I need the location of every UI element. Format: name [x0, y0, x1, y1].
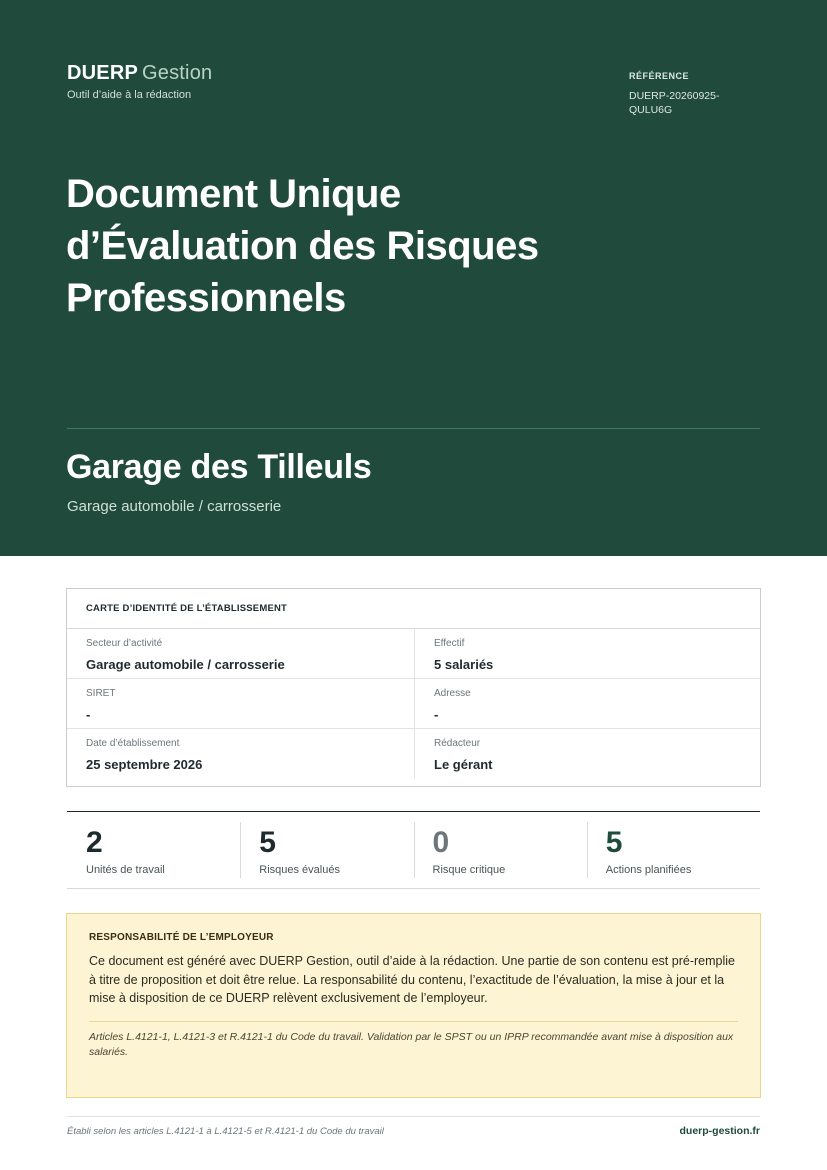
field-label: SIRET [86, 688, 116, 699]
title-line-2: d’Évaluation des Risques [66, 224, 539, 268]
notice-text: Ce document est généré avec DUERP Gestion, outil d’aide à la rédaction. Une partie de son contenu est pré-remplie à titre de proposition et doit être relue. La responsabilité du contenu, l’exactitude de l’évaluation, la mise à jour et la mise à disposition de ce DUERP relèvent exclusivement de l’employeur. [89, 954, 735, 1005]
stat-value: 5 [605, 826, 623, 859]
company-name: Garage des Tilleuls [66, 448, 372, 486]
stat-risks-evaluated [240, 812, 413, 888]
field-siret [67, 679, 414, 729]
field-date [67, 729, 414, 779]
reference-block [629, 70, 760, 117]
field-label: Rédacteur [434, 738, 481, 749]
field-author [414, 729, 760, 779]
footer-website: duerp-gestion.fr [679, 1125, 760, 1137]
brand-name-bold: DUERP [67, 62, 139, 84]
field-label: Secteur d’activité [86, 638, 163, 649]
identity-card-heading: CARTE D’IDENTITÉ DE L’ÉTABLISSEMENT [67, 589, 760, 629]
brand [67, 61, 212, 102]
document-title [66, 168, 706, 324]
stat-value: 5 [259, 826, 276, 859]
field-label: Effectif [434, 638, 465, 649]
identity-card-grid [67, 629, 760, 779]
stat-label: Actions planifiées [605, 864, 692, 876]
title-line-3: Professionnels [66, 276, 346, 320]
stat-label: Unités de travail [86, 864, 165, 876]
field-value: Le gérant [434, 757, 493, 772]
notice-divider [89, 1021, 738, 1022]
field-value: - [86, 707, 91, 722]
field-headcount [414, 629, 760, 679]
field-address [414, 679, 760, 729]
identity-card [66, 588, 761, 787]
field-value: - [434, 707, 439, 722]
footer-legal: Établi selon les articles L.4121-1 à L.4121-5 et R.4121-1 du Code du travail [67, 1126, 384, 1137]
summary-stats [67, 812, 760, 889]
notice-title: RESPONSABILITÉ DE L’EMPLOYEUR [89, 932, 274, 943]
notice-legal-reference: Articles L.4121-1, L.4121-3 et R.4121-1 du Code du travail. Validation par le SPST ou un IPRP recommandée avant mise à disposition aux salariés. [89, 1030, 734, 1058]
title-line-1: Document Unique [66, 172, 401, 216]
header-divider [67, 428, 760, 429]
brand-logo [67, 61, 212, 85]
footer-divider [67, 1116, 760, 1117]
reference-label: RÉFÉRENCE [629, 71, 690, 81]
reference-value: DUERP-20260925-QULU6G [629, 90, 720, 116]
stat-label: Risque critique [432, 864, 506, 876]
field-sector [67, 629, 414, 679]
field-label: Date d’établissement [86, 738, 180, 749]
stat-planned-actions [587, 812, 760, 888]
stat-label: Risques évalués [259, 864, 340, 876]
cover-header [0, 0, 827, 556]
field-label: Adresse [434, 688, 471, 699]
stat-work-units [67, 812, 240, 888]
brand-name-light: Gestion [142, 62, 213, 84]
company-sector: Garage automobile / carrosserie [67, 498, 282, 515]
field-value: 25 septembre 2026 [86, 757, 203, 772]
stat-value: 2 [86, 826, 103, 859]
stat-critical-risk [414, 812, 587, 888]
brand-tagline: Outil d’aide à la rédaction [67, 89, 192, 101]
field-value: Garage automobile / carrosserie [86, 657, 285, 672]
stat-value: 0 [432, 826, 450, 859]
employer-responsibility-notice [66, 913, 761, 1098]
field-value: 5 salariés [434, 657, 494, 672]
